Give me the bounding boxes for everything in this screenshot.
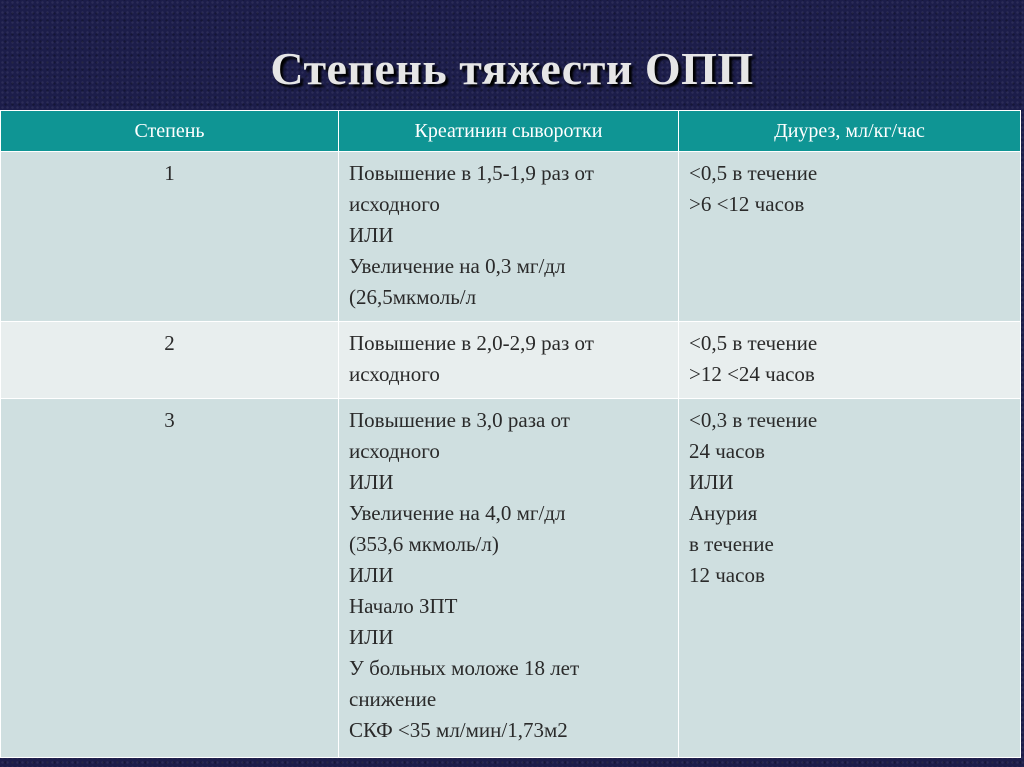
cell-line: Повышение в 1,5-1,9 раз от <box>349 161 594 185</box>
cell-line: ИЛИ <box>349 563 394 587</box>
cell-line: исходного <box>349 439 440 463</box>
table-header-row <box>1 111 1021 152</box>
cell-line: Увеличение на 0,3 мг/дл <box>349 254 566 278</box>
cell-line: >12 <24 часов <box>689 362 815 386</box>
cell-line: Повышение в 2,0-2,9 раз от <box>349 331 594 355</box>
severity-table <box>0 110 1021 758</box>
cell-line: СКФ <35 мл/мин/1,73м2 <box>349 718 568 742</box>
cell-line: >6 <12 часов <box>689 192 805 216</box>
header-diuresis: Диурез, мл/кг/час <box>679 111 1021 152</box>
cell-line: <0,5 в течение <box>689 161 818 185</box>
cell-line: снижение <box>349 687 437 711</box>
cell-line: Начало ЗПТ <box>349 594 458 618</box>
grade-cell: 1 <box>1 152 339 322</box>
grade-cell: 3 <box>1 399 339 758</box>
cell-line: (26,5мкмоль/л <box>349 285 477 309</box>
creatinine-cell <box>339 322 679 399</box>
diuresis-cell <box>679 399 1021 758</box>
cell-line: ИЛИ <box>349 223 394 247</box>
cell-line: в течение <box>689 532 774 556</box>
table-row <box>1 152 1021 322</box>
cell-line: ИЛИ <box>349 625 394 649</box>
slide-title: Степень тяжести ОПП <box>270 43 754 94</box>
header-creatinine: Креатинин сыворотки <box>339 111 679 152</box>
cell-line: (353,6 мкмоль/л) <box>349 532 499 556</box>
header-grade: Степень <box>1 111 339 152</box>
cell-line: исходного <box>349 192 440 216</box>
cell-line: У больных моложе 18 лет <box>349 656 580 680</box>
table-row <box>1 399 1021 758</box>
diuresis-cell <box>679 322 1021 399</box>
cell-line: ИЛИ <box>689 470 734 494</box>
diuresis-cell <box>679 152 1021 322</box>
cell-line: Повышение в 3,0 раза от <box>349 408 570 432</box>
cell-line: 24 часов <box>689 439 765 463</box>
cell-line: <0,5 в течение <box>689 331 818 355</box>
grade-cell: 2 <box>1 322 339 399</box>
cell-line: <0,3 в течение <box>689 408 818 432</box>
cell-line: Увеличение на 4,0 мг/дл <box>349 501 566 525</box>
creatinine-cell <box>339 399 679 758</box>
table-row <box>1 322 1021 399</box>
cell-line: исходного <box>349 362 440 386</box>
cell-line: 12 часов <box>689 563 765 587</box>
cell-line: Анурия <box>689 501 758 525</box>
creatinine-cell <box>339 152 679 322</box>
cell-line: ИЛИ <box>349 470 394 494</box>
